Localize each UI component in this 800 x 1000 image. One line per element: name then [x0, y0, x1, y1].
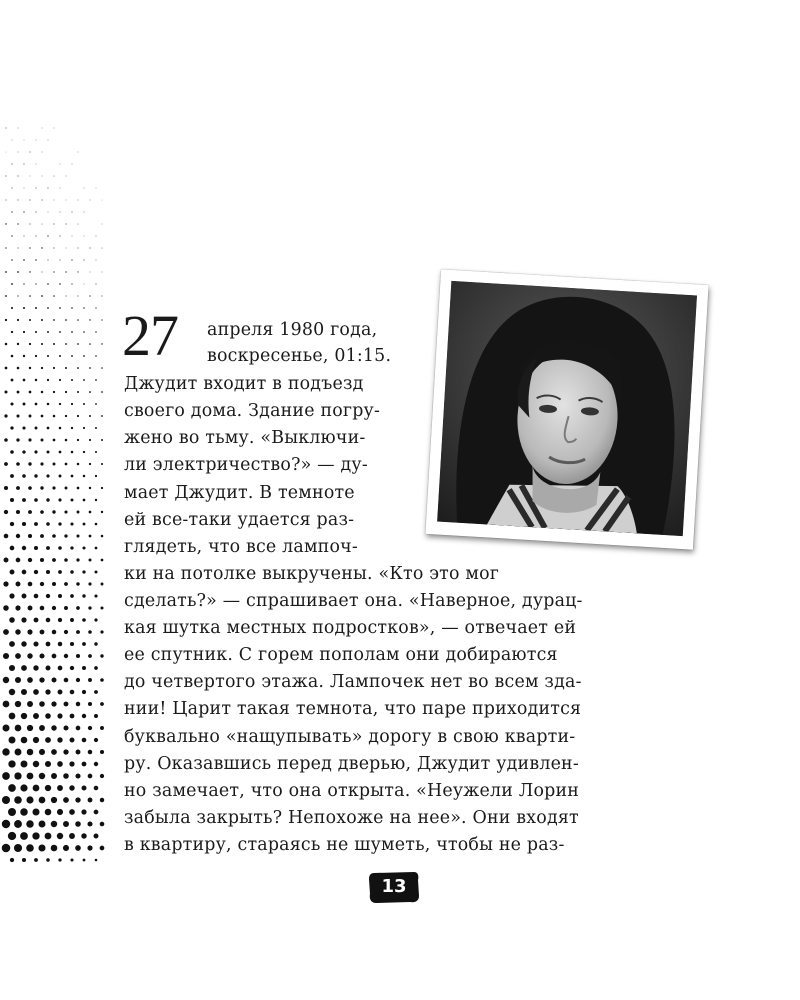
- text-line: до четвертого этажа. Лампочек нет во всем зда-: [124, 672, 582, 692]
- page-number: 13: [381, 876, 407, 897]
- text-line: ки на потолке выкручены. «Кто это мог: [124, 564, 500, 584]
- text-line: ру. Оказавшись перед дверью, Джудит удивлен-: [124, 754, 579, 774]
- text-line: ее спутник. С горем пополам они добираются: [124, 645, 558, 665]
- text-line: нии! Царит такая темнота, что паре приходится: [124, 699, 582, 719]
- text-line: кая шутка местных подростков», — отвечает ей: [124, 618, 577, 638]
- page-number-badge: [368, 870, 420, 904]
- drop-cap: 27: [122, 303, 178, 368]
- text-line: в квартиру, стараясь не шуметь, чтобы не раз-: [124, 835, 565, 855]
- text-line: буквально «нащупывать» дорогу в свою кварти-: [124, 727, 576, 747]
- portrait-photo: [437, 281, 697, 536]
- text-line: мает Джудит. В темноте: [124, 483, 355, 503]
- photo-frame: [425, 269, 708, 549]
- text-line: жено во тьму. «Выключи-: [124, 428, 366, 448]
- text-line: апреля 1980 года,: [207, 320, 378, 340]
- text-line: ли электричество?» — ду-: [124, 455, 368, 475]
- text-line: воскресенье, 01:15.: [207, 346, 392, 366]
- text-line: Джудит входит в подъезд: [124, 374, 364, 394]
- text-line: глядеть, что все лампоч-: [124, 537, 358, 557]
- text-line: сделать?» — спрашивает она. «Наверное, дурац-: [124, 591, 583, 611]
- text-line: забыла закрыть? Непохоже на нее». Они входят: [124, 808, 579, 828]
- halftone-dot-pattern: [0, 0, 110, 1000]
- text-line: ей все-таки удается раз-: [124, 510, 355, 530]
- text-line: но замечает, что она открыта. «Неужели Лорин: [124, 781, 580, 801]
- text-line: своего дома. Здание погру-: [124, 401, 381, 421]
